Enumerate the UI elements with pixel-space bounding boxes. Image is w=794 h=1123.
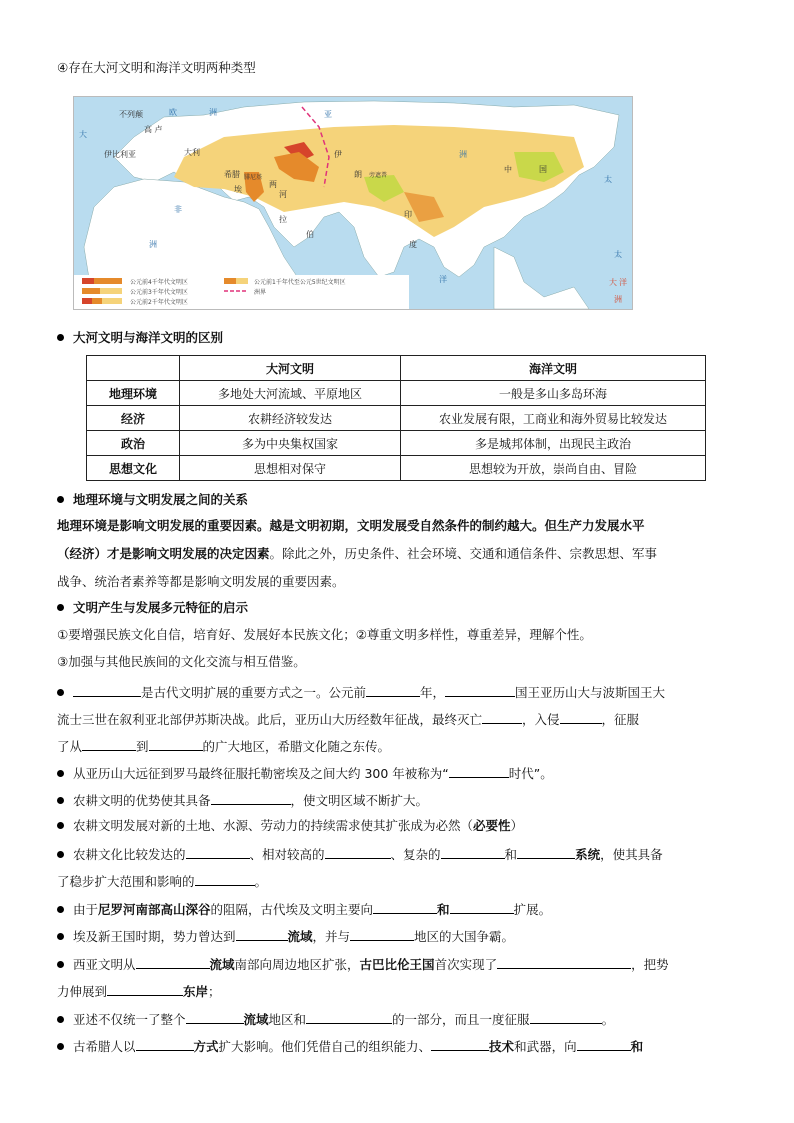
- map-shape: [224, 278, 236, 284]
- bullet-icon: [57, 1016, 64, 1023]
- map-label: 河: [279, 190, 287, 199]
- paragraph-geography: 地理环境是影响文明发展的重要因素。越是文明初期，文明发展受自然条件的制约越大。但生产力发展水平: [57, 518, 645, 533]
- answer-blank[interactable]: [441, 845, 505, 859]
- answer-blank[interactable]: [560, 710, 602, 724]
- answer-blank[interactable]: [431, 1037, 489, 1051]
- answer-blank[interactable]: [211, 791, 291, 805]
- answer-blank[interactable]: [195, 872, 255, 886]
- table-row: [87, 381, 706, 406]
- answer-blank[interactable]: [450, 900, 514, 914]
- fill-blank-item: 农耕文明发展对新的土地、水源、劳动力的持续需求使其扩张成为必然（必要性）: [57, 818, 523, 834]
- fill-blank-item: 西亚文明从 流域南部向周边地区扩张，古巴比伦王国首次实现了 ，把势: [57, 955, 669, 973]
- table-cell: 一般是多山多岛环海: [401, 381, 706, 406]
- fill-blank-item: 农耕文化比较发达的 、相对较高的 、复杂的 和 系统，使其具备: [57, 845, 663, 863]
- bullet-icon: [57, 906, 64, 913]
- map-shape: [236, 278, 248, 284]
- table-header-row: [87, 356, 706, 381]
- table-row: [87, 456, 706, 481]
- answer-blank[interactable]: [325, 845, 391, 859]
- map-legend-item: 洲界: [254, 289, 267, 296]
- map-label: 欧: [169, 108, 177, 117]
- map-label: 洲: [614, 295, 622, 304]
- table-header-cell: [87, 356, 180, 381]
- bullet-icon: [57, 604, 64, 611]
- map-label: 洋: [439, 275, 447, 284]
- map-label: 洋: [619, 278, 627, 287]
- answer-blank[interactable]: [482, 710, 522, 724]
- answer-blank[interactable]: [236, 927, 288, 941]
- map-label: 伊比利亚: [104, 150, 136, 159]
- map-label: 亚: [324, 110, 332, 119]
- map-label: 非: [174, 205, 182, 214]
- answer-blank[interactable]: [517, 845, 575, 859]
- map-label: 不列颠: [119, 110, 143, 119]
- map-shape: [92, 298, 102, 304]
- answer-blank[interactable]: [82, 737, 136, 751]
- paragraph-inspiration: ③加强与其他民族间的文化交流与相互借鉴。: [57, 654, 306, 669]
- section-heading-types: ④存在大河文明和海洋文明两种类型: [57, 60, 256, 75]
- map-legend-item: 公元前2千年代文明区: [130, 299, 188, 306]
- table-row-header: 经济: [87, 406, 180, 431]
- map-label: 太: [614, 250, 622, 259]
- bullet-icon: [57, 851, 64, 858]
- answer-blank[interactable]: [186, 845, 250, 859]
- bullet-icon: [57, 1043, 64, 1050]
- fill-blank-continuation: 流士三世在叙利亚北部伊苏斯决战。此后，亚历山大历经数年征战，最终灭亡 ，入侵 ，征服: [57, 712, 640, 727]
- answer-blank[interactable]: [136, 1037, 194, 1051]
- map-label: 中: [504, 165, 512, 174]
- map-label: 度: [409, 240, 417, 249]
- map-label: 大: [609, 278, 617, 287]
- map-label: 伯: [306, 230, 314, 239]
- map-label: 洲: [459, 150, 467, 159]
- paragraph-inspiration: ①要增强民族文化自信，培育好、发展好本民族文化；②尊重文明多样性，尊重差异，理解个性。: [57, 627, 592, 642]
- fill-blank-item: 从亚历山大远征到罗马最终征服托勒密埃及之间大约 300 年被称为“ 时代”。: [57, 764, 553, 782]
- table-row-header: 思想文化: [87, 456, 180, 481]
- fill-blank-item: 亚述不仅统一了整个 流域地区和 的一部分，而且一度征服 。: [57, 1010, 614, 1028]
- map-label: 洲: [209, 108, 217, 117]
- paragraph-geography: （经济）才是影响文明发展的决定因素。除此之外，历史条件、社会环境、交通和通信条件、宗教思想、军事: [57, 546, 658, 561]
- map-label: 洲: [149, 240, 157, 249]
- fill-blank-item: 是古代文明扩展的重要方式之一。公元前 年， 国王亚历山大与波斯国王大: [57, 683, 665, 701]
- section-title-geography: 地理环境与文明发展之间的关系: [57, 492, 248, 508]
- answer-blank[interactable]: [530, 1010, 602, 1024]
- map-shape: [82, 298, 92, 304]
- table-cell: 多地处大河流域、平原地区: [180, 381, 401, 406]
- answer-blank[interactable]: [366, 683, 420, 697]
- answer-blank[interactable]: [350, 927, 414, 941]
- answer-blank[interactable]: [149, 737, 203, 751]
- map-label: 大利: [184, 148, 200, 157]
- fill-blank-continuation: 了从 到 的广大地区，希腊文化随之东传。: [57, 739, 391, 754]
- table-row-header: 政治: [87, 431, 180, 456]
- table-row-header: 地理环境: [87, 381, 180, 406]
- map-label: 拉: [279, 215, 287, 224]
- answer-blank[interactable]: [186, 1010, 244, 1024]
- map-label: 旁遮普: [369, 172, 388, 179]
- answer-blank[interactable]: [73, 683, 141, 697]
- fill-blank-continuation: 了稳步扩大范围和影响的 。: [57, 874, 268, 889]
- map-legend-item: 公元前1千年代至公元5世纪文明区: [254, 279, 346, 286]
- table-row: [87, 431, 706, 456]
- map-label: 腓尼基: [244, 174, 263, 181]
- bullet-icon: [57, 496, 64, 503]
- map-label: 伊: [334, 150, 342, 159]
- fill-blank-item: 古希腊人以 方式扩大影响。他们凭借自己的组织能力、 技术和武器，向 和: [57, 1037, 643, 1055]
- section-title-difference: 大河文明与海洋文明的区别: [57, 330, 223, 346]
- table-cell: 农业发展有限，工商业和海外贸易比较发达: [401, 406, 706, 431]
- map-shape: [82, 278, 94, 284]
- map-legend-item: 公元前3千年代文明区: [130, 289, 188, 296]
- table-cell: 思想较为开放，崇尚自由、冒险: [401, 456, 706, 481]
- bullet-icon: [57, 961, 64, 968]
- table-header-cell: 海洋文明: [401, 356, 706, 381]
- map-label: 两: [269, 180, 277, 189]
- answer-blank[interactable]: [136, 955, 210, 969]
- map-label: 大: [79, 130, 87, 139]
- bullet-icon: [57, 689, 64, 696]
- table-cell: 多为中央集权国家: [180, 431, 401, 456]
- answer-blank[interactable]: [306, 1010, 392, 1024]
- bullet-icon: [57, 770, 64, 777]
- map-label: 希腊: [224, 170, 240, 179]
- bullet-icon: [57, 933, 64, 940]
- ancient-civilizations-map: [73, 96, 633, 310]
- map-label: 印: [404, 210, 412, 219]
- map-label: 埃: [234, 185, 242, 194]
- answer-blank[interactable]: [373, 900, 437, 914]
- fill-blank-item: 由于尼罗河南部高山深谷的阻隔，古代埃及文明主要向 和 扩展。: [57, 900, 551, 918]
- map-label: 太: [604, 175, 612, 184]
- table-header-cell: 大河文明: [180, 356, 401, 381]
- map-label: 国: [539, 165, 547, 174]
- section-title-inspiration: 文明产生与发展多元特征的启示: [57, 600, 248, 616]
- answer-blank[interactable]: [445, 683, 515, 697]
- fill-blank-item: 农耕文明的优势使其具备 ，使文明区域不断扩大。: [57, 791, 428, 809]
- table-cell: 多是城邦体制，出现民主政治: [401, 431, 706, 456]
- answer-blank[interactable]: [107, 982, 183, 996]
- bullet-icon: [57, 797, 64, 804]
- map-legend-item: 公元前4千年代文明区: [130, 279, 188, 286]
- bullet-icon: [57, 822, 64, 829]
- answer-blank[interactable]: [577, 1037, 631, 1051]
- paragraph-geography: 战争、统治者素养等都是影响文明发展的重要因素。: [57, 574, 345, 589]
- table-cell: 思想相对保守: [180, 456, 401, 481]
- bullet-icon: [57, 334, 64, 341]
- answer-blank[interactable]: [497, 955, 631, 969]
- table-row: [87, 406, 706, 431]
- table-cell: 农耕经济较发达: [180, 406, 401, 431]
- map-label: 高 卢: [144, 125, 163, 134]
- fill-blank-item: 埃及新王国时期，势力曾达到 流域，并与 地区的大国争霸。: [57, 927, 514, 945]
- answer-blank[interactable]: [449, 764, 509, 778]
- map-label: 朗: [354, 170, 362, 179]
- map-shape: [82, 288, 100, 294]
- fill-blank-continuation: 力伸展到 东岸；: [57, 984, 221, 999]
- comparison-table: [86, 355, 706, 481]
